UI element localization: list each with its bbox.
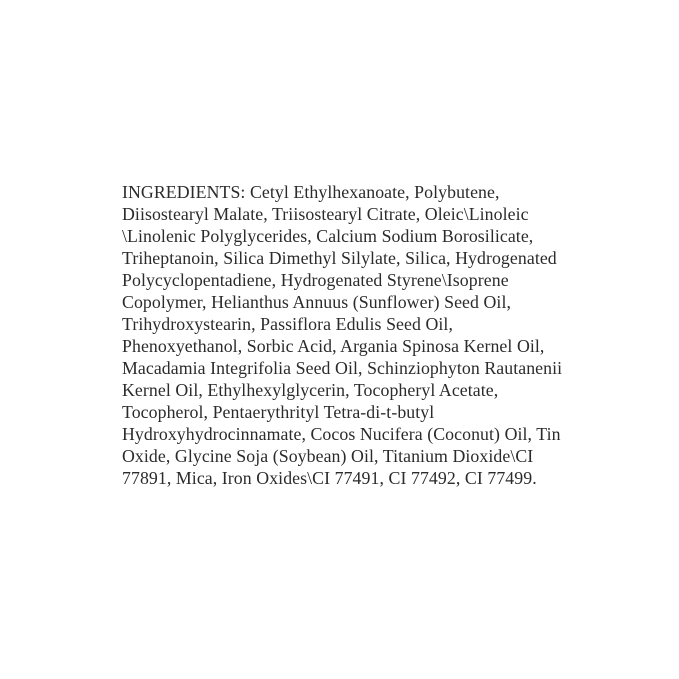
- ingredients-text-block: [122, 181, 582, 489]
- ingredients-line: 77891, Mica, Iron Oxides\CI 77491, CI 77492, CI 77499.: [122, 468, 537, 488]
- ingredients-line: Hydroxyhydrocinnamate, Cocos Nucifera (Coconut) Oil, Tin: [122, 424, 561, 444]
- ingredients-line: Trihydroxystearin, Passiflora Edulis Seed Oil,: [122, 314, 453, 334]
- ingredients-line: Polycyclopentadiene, Hydrogenated Styrene\Isoprene: [122, 270, 509, 290]
- ingredients-line: Copolymer, Helianthus Annuus (Sunflower) Seed Oil,: [122, 292, 511, 312]
- ingredients-line: Oxide, Glycine Soja (Soybean) Oil, Titanium Dioxide\CI: [122, 446, 534, 466]
- ingredients-line: Triheptanoin, Silica Dimethyl Silylate, Silica, Hydrogenated: [122, 248, 557, 268]
- ingredients-line: Diisostearyl Malate, Triisostearyl Citrate, Oleic\Linoleic: [122, 204, 529, 224]
- ingredients-line: Kernel Oil, Ethylhexylglycerin, Tocopheryl Acetate,: [122, 380, 499, 400]
- ingredients-line: Phenoxyethanol, Sorbic Acid, Argania Spinosa Kernel Oil,: [122, 336, 545, 356]
- ingredients-line: \Linolenic Polyglycerides, Calcium Sodium Borosilicate,: [122, 226, 534, 246]
- ingredients-line: Macadamia Integrifolia Seed Oil, Schinziophyton Rautanenii: [122, 358, 563, 378]
- ingredients-line: Tocopherol, Pentaerythrityl Tetra-di-t-butyl: [122, 402, 435, 422]
- ingredients-line: INGREDIENTS: Cetyl Ethylhexanoate, Polybutene,: [122, 182, 500, 202]
